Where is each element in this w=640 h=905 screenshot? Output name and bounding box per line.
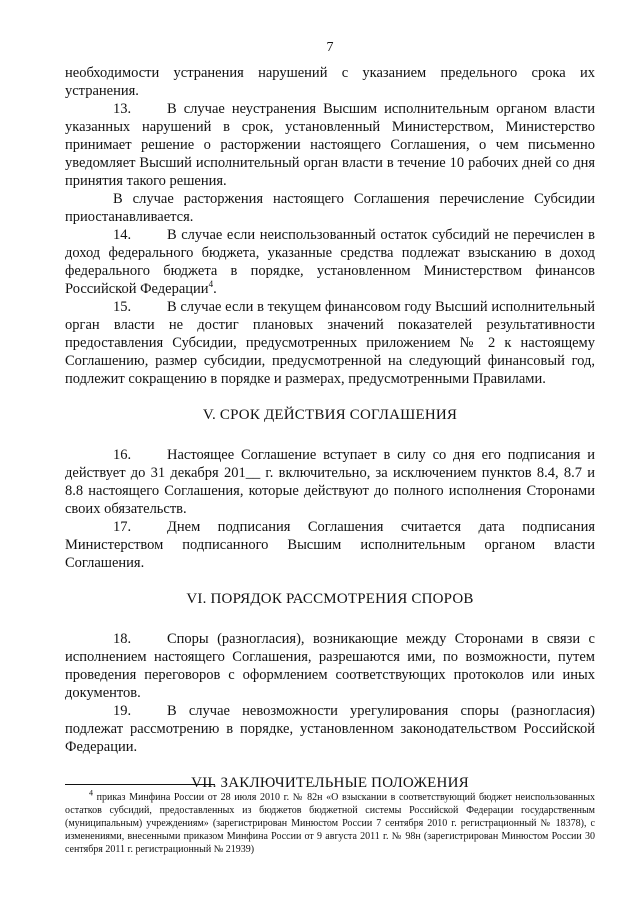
paragraph-text: Споры (разногласия), возникающие между Сторонами в связи с исполнением настоящего Соглашения, разрешаются ими, по возможности, путем проведения переговоров с оформлением соответствующих протоколов или иных документов. xyxy=(65,631,595,701)
paragraph-17 xyxy=(65,518,595,572)
paragraph-text: В случае если в текущем финансовом году Высший исполнительный орган власти не достиг плановых значений показателей результативности предоставления Субсидии, предусмотренных приложением № 2 к настоящему Соглашению, размер субсидии, предусмотренной на следующий финансовый год, подлежит сокращению в порядке и размерах, предусмотренными Правилами. xyxy=(65,299,595,387)
paragraph-text: В случае расторжения настоящего Соглашения перечисление Субсидии приостанавливается. xyxy=(65,191,595,225)
paragraph-19 xyxy=(65,702,595,756)
section-heading: VII. ЗАКЛЮЧИТЕЛЬНЫЕ ПОЛОЖЕНИЯ xyxy=(191,775,469,791)
paragraph-number: 13. xyxy=(113,101,132,117)
section-heading: V. СРОК ДЕЙСТВИЯ СОГЛАШЕНИЯ xyxy=(202,407,458,423)
document-body xyxy=(65,64,595,792)
paragraph-number: 16. xyxy=(113,447,132,463)
paragraph-text: В случае неустранения Высшим исполнительным органом власти указанных нарушений в срок, установленный Министерством, Министерство принимает решение о расторжении настоящего Соглашения, о чем письменно уведомляет Высший исполнительный орган власти в течение 10 рабочих дней со дня принятия такого решения. xyxy=(65,101,595,189)
paragraph-text: В случае невозможности урегулирования споры (разногласия) подлежат рассмотрению в порядке, установленном законодательством Российской Федерации. xyxy=(65,703,595,755)
section-heading: VI. ПОРЯДОК РАССМОТРЕНИЯ СПОРОВ xyxy=(186,591,474,607)
footnote-text: приказ Минфина России от 28 июля 2010 г. № 82н «О взыскании в соответствующий бюджет неиспользованных остатков субсидий, предоставленных из бюджетов бюджетной системы Российской Федерации государственным (муниципальным) учреждениям» (зарегистрирован Минюстом России 7 сентября 2010 г. регистрационный № 18378), с изменениями, внесенными приказом Минфина России от 9 августа 2011 г. № 98н (зарегистрирован Минюстом России 30 сентября 2011 г. регистрационный № 21939) xyxy=(65,792,595,855)
paragraph-15 xyxy=(65,298,595,388)
footnote-4 xyxy=(65,788,595,856)
paragraph-number: 15. xyxy=(113,299,132,315)
paragraph-number: 14. xyxy=(113,227,132,243)
paragraph xyxy=(65,64,595,100)
paragraph-trailing: . xyxy=(213,281,217,297)
page-number: 7 xyxy=(326,40,334,55)
paragraph-text: необходимости устранения нарушений с указанием предельного срока их устранения. xyxy=(65,65,595,99)
paragraph-18 xyxy=(65,630,595,702)
paragraph xyxy=(65,190,595,226)
footnote-reference: 4 xyxy=(208,279,214,290)
footnote-separator xyxy=(65,784,215,785)
paragraph-text: В случае если неиспользованный остаток субсидий не перечислен в доход федерального бюджета, указанные средства подлежат взысканию в доход федерального бюджета в порядке, установленном Министерством финансов Российской Федерации xyxy=(65,227,595,297)
paragraph-14 xyxy=(65,226,595,298)
footnote-mark: 4 xyxy=(89,788,93,798)
document-page xyxy=(65,40,595,792)
paragraph-text: Днем подписания Соглашения считается дата подписания Министерством подписанного Высшим исполнительным органом власти Соглашения. xyxy=(65,519,595,571)
footnote-area xyxy=(65,784,595,856)
paragraph-number: 19. xyxy=(113,703,132,719)
paragraph-number: 18. xyxy=(113,631,132,647)
paragraph-number: 17. xyxy=(113,519,132,535)
paragraph-text: Настоящее Соглашение вступает в силу со дня его подписания и действует до 31 декабря 201__ г. включительно, за исключением пунктов 8.4, 8.7 и 8.8 настоящего Соглашения, которые действуют до полного исполнения Сторонами своих обязательств. xyxy=(65,447,595,517)
paragraph-13 xyxy=(65,100,595,190)
paragraph-16 xyxy=(65,446,595,518)
